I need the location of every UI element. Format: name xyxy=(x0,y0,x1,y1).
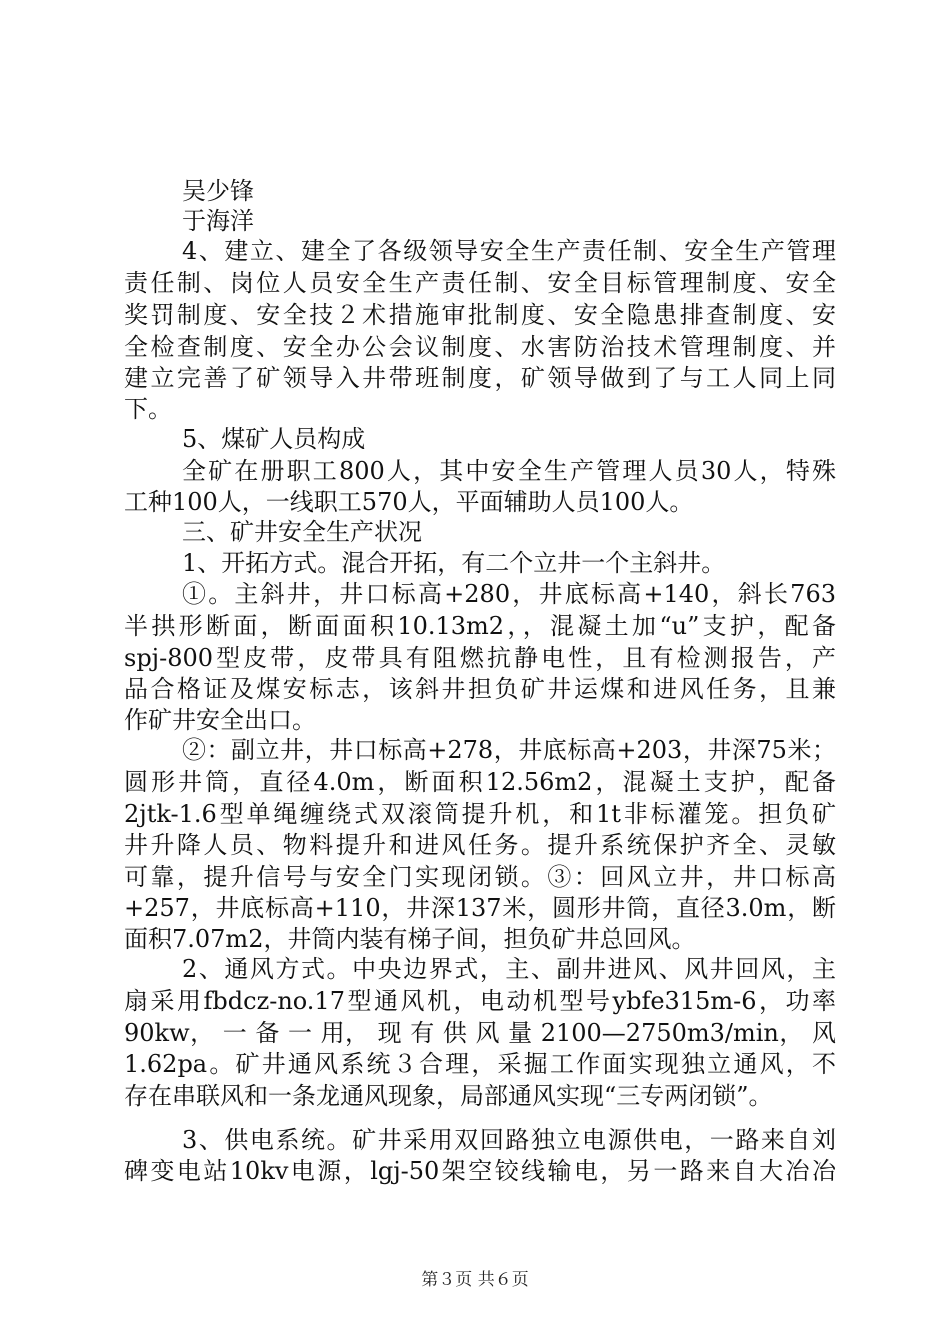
text-line: 品合格证及煤安标志，该斜井担负矿井运煤和进风任务，且兼 xyxy=(124,675,836,703)
text-line: +257，井底标高+110，井深137米，圆形井筒，直径3.0m，断 xyxy=(124,894,836,922)
text-line: 面积7.07m2，井筒内装有梯子间，担负矿井总回风。 xyxy=(124,925,696,953)
text-line: 90kw， 一 备 一 用， 现 有 供 风 量 2100—2750m3/min， 风 xyxy=(124,1019,836,1047)
section-heading: 三、矿井安全生产状况 xyxy=(182,518,422,546)
page-footer: 第３页 共６页 xyxy=(421,1270,529,1290)
text-line-name-2: 于海洋 xyxy=(182,207,254,235)
text-line: 3、供电系统。矿井采用双回路独立电源供电，一路来自刘 xyxy=(182,1126,836,1154)
text-line: 4、建立、建全了各级领导安全生产责任制、安全生产管理 xyxy=(182,237,836,265)
text-line: 1.62pa。矿井通风系统３合理，采掘工作面实现独立通风，不 xyxy=(124,1050,836,1078)
section-heading: 5、煤矿人员构成 xyxy=(182,425,366,453)
text-line: 工种100人，一线职工570人，平面辅助人员100人。 xyxy=(124,488,694,516)
text-line: ①。主斜井，井口标高+280，井底标高+140，斜长763 xyxy=(182,580,836,608)
text-line: 2、通风方式。中央边界式，主、副井进风、风井回风，主 xyxy=(182,955,836,983)
text-line: 半拱形断面，断面面积10.13m2，，混凝土加“u”支护，配备 xyxy=(124,612,836,640)
text-line: 2jtk-1.6型单绳缠绕式双滚筒提升机，和1t非标灌笼。担负矿 xyxy=(124,800,836,828)
text-line: 作矿井安全出口。 xyxy=(124,706,316,734)
text-line: spj-800型皮带，皮带具有阻燃抗静电性，且有检测报告，产 xyxy=(124,644,836,672)
text-line: 下。 xyxy=(124,395,172,423)
text-line: 可靠，提升信号与安全门实现闭锁。③：回风立井，井口标高 xyxy=(124,863,836,891)
text-line: 圆形井筒，直径4.0m，断面积12.56m2，混凝土支护，配备 xyxy=(124,768,836,796)
text-line: 建立完善了矿领导入井带班制度，矿领导做到了与工人同上同 xyxy=(124,364,836,392)
text-line: 责任制、岗位人员安全生产责任制、安全目标管理制度、安全 xyxy=(124,269,836,297)
text-line-name-1: 吴少锋 xyxy=(182,177,254,205)
text-line: 井升降人员、物料提升和进风任务。提升系统保护齐全、灵敏 xyxy=(124,831,836,859)
text-line: ②：副立井，井口标高+278，井底标高+203，井深75米； xyxy=(182,736,836,764)
section-heading: 1、开拓方式。混合开拓，有二个立井一个主斜井。 xyxy=(182,549,726,577)
text-line: 碑变电站10kv电源，lgj-50架空铰线输电，另一路来自大冶冶 xyxy=(124,1157,836,1185)
text-line: 全检查制度、安全办公会议制度、水害防治技术管理制度、并 xyxy=(124,333,836,361)
text-line: 全矿在册职工800人，其中安全生产管理人员30人，特殊 xyxy=(182,457,836,485)
text-line: 扇采用fbdcz-no.17型通风机，电动机型号ybfe315m-6，功率 xyxy=(124,987,836,1015)
text-line: 奖罚制度、安全技２术措施审批制度、安全隐患排查制度、安 xyxy=(124,301,836,329)
text-line: 存在串联风和一条龙通风现象，局部通风实现“三专两闭锁”。 xyxy=(124,1082,773,1110)
